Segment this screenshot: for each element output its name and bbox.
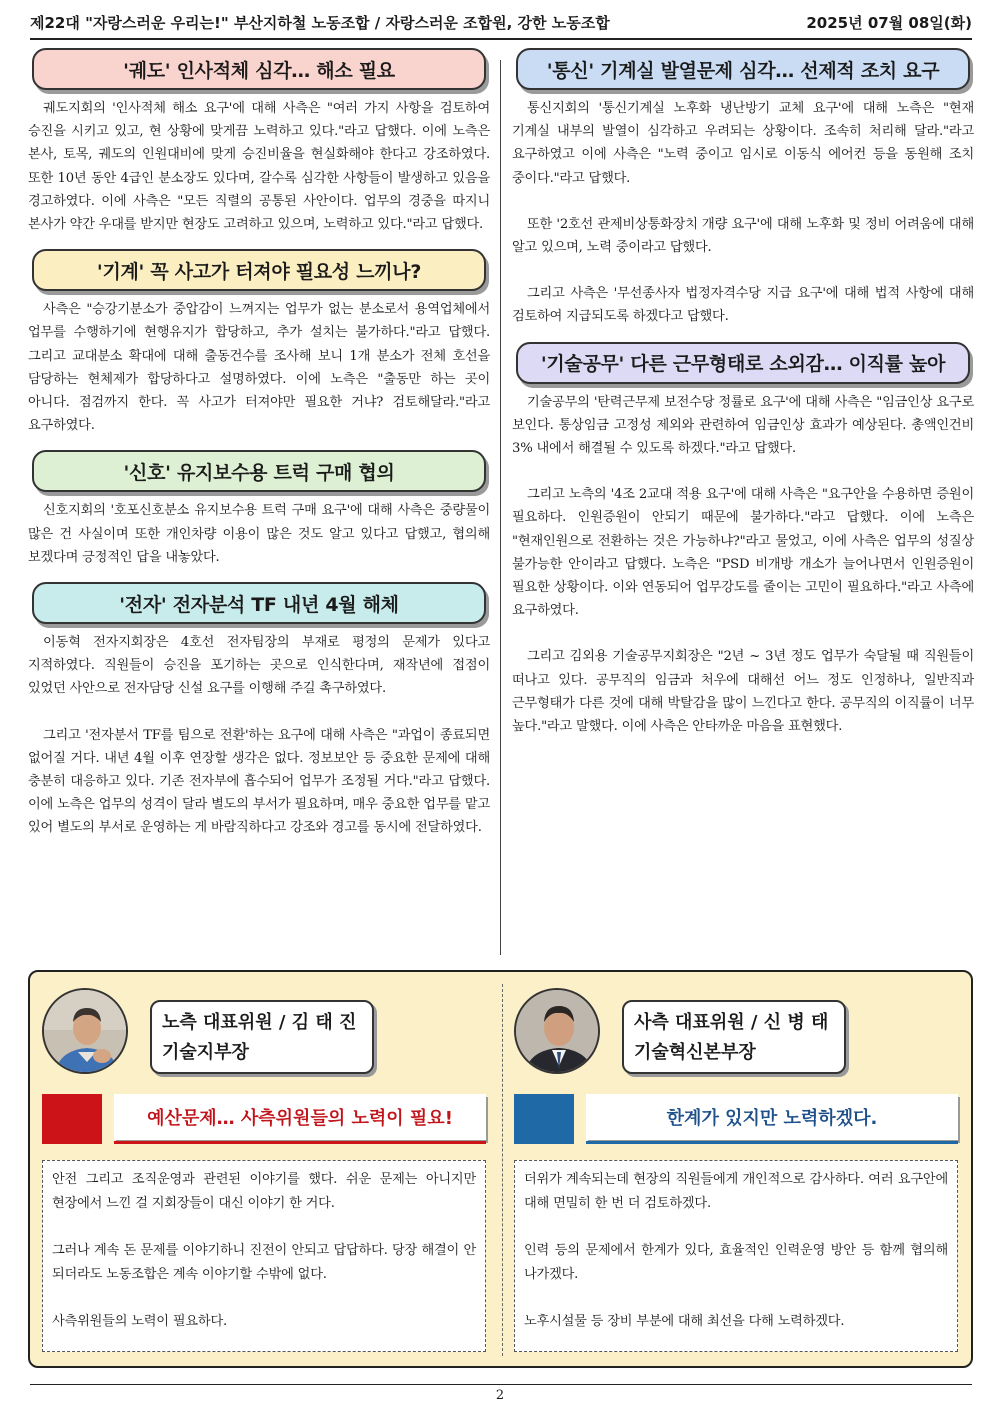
labor-quote-3: 사측위원들의 노력이 필요하다. xyxy=(52,1314,227,1329)
labor-quote-1: 안전 그리고 조직운영과 관련된 이야기를 했다. 쉬운 문제는 아니지만 현장에서 느낀 걸 지회장들이 대신 이야기 한 거다. xyxy=(52,1172,476,1211)
section-title-track: '궤도' 인사적체 심각… 해소 필요 xyxy=(32,48,486,90)
management-rep-position: 기술혁신본부장 xyxy=(634,1042,756,1063)
management-quote-3: 노후시설물 등 장비 부분에 대해 최선을 다해 노력하겠다. xyxy=(524,1314,845,1329)
issue-date: 2025년 07월 08일(화) xyxy=(806,14,972,32)
section-title-tech-works: '기술공무' 다른 근무형태로 소외감… 이직률 높아 xyxy=(516,342,970,384)
right-column xyxy=(512,48,974,738)
left-column xyxy=(28,48,490,840)
page-header xyxy=(30,8,972,40)
section-title-machine: '기계' 꼭 사고가 터져야 필요성 느끼나? xyxy=(32,249,486,291)
management-color-block xyxy=(514,1094,574,1144)
section-title-signal: '신호' 유지보수용 트럭 구매 협의 xyxy=(32,450,486,492)
section-body-electronics-2: 그리고 '전자분서 TF를 팀으로 전환'하는 요구에 대해 사측은 "과업이 종료되면 없어질 거다. 내년 4월 이후 연장할 생각은 없다. 정보보안 등 중요한 문제에 대해 충분히 대응하고 있다. 기존 전자부에 흡수되어 업무가 조정될 거다."라고 답했다. 이에 노측은 업무의 성격이 달라 별도의 부서가 필요하며, 매우 중요한 업무를 맡고 있어 별도의 부서로 운영하는 게 바람직하다고 강조와 경고를 동시에 전달하였다. xyxy=(28,727,490,836)
section-title-electronics: '전자' 전자분석 TF 내년 4월 해체 xyxy=(32,582,486,624)
management-headline-underline xyxy=(586,1141,958,1144)
management-rep-name: 사측 대표위원 / 신 병 태 xyxy=(634,1012,829,1033)
management-rep-namecard xyxy=(622,1000,846,1074)
page-number: 2 xyxy=(495,1388,505,1403)
section-body-signal: 신호지회의 '호포신호분소 유지보수용 트럭 구매 요구'에 대해 사측은 중량물이 많은 건 사실이며 또한 개인차량 이용이 많은 것도 알고 있다고 답했고, 협의해 보겠다며 긍정적인 답을 내놓았다. xyxy=(28,503,490,565)
header-rule xyxy=(30,38,972,40)
labor-headline-banner xyxy=(42,1094,486,1144)
labor-headline-underline xyxy=(114,1141,486,1144)
management-headline: 한계가 있지만 노력하겠다. xyxy=(586,1094,958,1140)
labor-rep-position: 기술지부장 xyxy=(162,1042,249,1063)
management-quote-2: 인력 등의 문제에서 한계가 있다, 효율적인 인력운영 방안 등 함께 협의해 나가겠다. xyxy=(524,1243,948,1282)
labor-rep-namecard xyxy=(150,1000,374,1074)
section-title-telecom: '통신' 기계실 발열문제 심각… 선제적 조치 요구 xyxy=(516,48,970,90)
section-body-electronics-1: 이동혁 전자지회장은 4호선 전자팀장의 부재로 평정의 문제가 있다고 지적하였다. 직원들이 승진을 포기하는 곳으로 인식한다며, 재작년에 접점이 있었던 사안으로 전자담당 신설 요구를 이행해 주길 촉구하였다. xyxy=(28,635,490,697)
management-quote-1: 더위가 계속되는데 현장의 직원들에게 개인적으로 감사하다. 여러 요구안에 대해 면밀히 한 번 더 검토하겠다. xyxy=(524,1172,948,1211)
labor-rep-name: 노측 대표위원 / 김 태 진 xyxy=(162,1012,357,1033)
section-body-track: 궤도지회의 '인사적체 해소 요구'에 대해 사측은 "여러 가지 사항을 검토하여 승진을 시키고 있고, 현 상황에 맞게끔 노력하고 있다."라고 답했다. 이에 노측은 본사, 토목, 궤도의 인원대비에 맞게 승진비율을 현실화해야 한다고 강조하였다. 또한 10년 동안 4급인 분소장도 있다며, 갈수록 심각한 사항들이 발생하고 있음을 경고하였다. 이에 사측은 "모든 직렬의 공통된 사안이다. 업무의 경중을 따지니 본사가 약간 우대를 받지만 현장도 고려하고 있으며, 노력하고 있다."라고 답했다. xyxy=(28,101,490,233)
section-body-tech-works-1: 기술공무의 '탄력근무제 보전수당 정률로 요구'에 대해 사측은 "임금인상 요구로 보인다. 통상임금 고정성 제외와 관련하여 임금인상 효과가 예상된다. 총액인건비 3% 내에서 해결될 수 있도록 하겠다."라고 답했다. xyxy=(512,394,974,457)
newsletter-title: 제22대 "자랑스러운 우리는!" 부산지하철 노동조합 / 자랑스러운 조합원, 강한 노동조합 xyxy=(30,14,610,32)
labor-headline: 예산문제… 사측위원들의 노력이 필요! xyxy=(114,1094,486,1140)
section-body-tech-works-2: 그리고 노측의 '4조 2교대 적용 요구'에 대해 사측은 "요구안을 수용하면 증원이 필요하다. 인원증원이 안되기 때문에 불가하다."라고 답했다. 이에 노측은 "현재인원으로 전환하는 것은 가능하냐?"라고 물었고, 이에 사측은 업무의 성질상 불가능한 안이라고 답했다. 노측은 "PSD 비개방 개소가 늘어나면서 인원증원이 필요한 상황이다. 이와 연동되어 업무강도를 줄이는 고민이 필요하다."라고 사측에 요구하였다. xyxy=(512,487,974,619)
labor-quote-2: 그러나 계속 돈 문제를 이야기하니 진전이 안되고 답답하다. 당장 해결이 안 되더라도 노동조합은 계속 이야기할 수밖에 없다. xyxy=(52,1243,476,1282)
panel-divider xyxy=(502,984,503,1356)
management-headline-banner xyxy=(514,1094,958,1144)
section-body-telecom-1: 통신지회의 '통신기계실 노후화 냉난방기 교체 요구'에 대해 노측은 "현재 기계실 내부의 발열이 심각하고 우려되는 상황이다. 조속히 처리해 달라."라고 요구하였고 이에 사측은 "노력 중이고 임시로 이동식 에어컨 등을 동원해 조치 중이다."라고 답했다. xyxy=(512,101,974,186)
section-body-telecom-2: 또한 '2호선 관제비상통화장치 개량 요구'에 대해 노후화 및 정비 어려움에 대해 알고 있으며, 노력 중이라고 답했다. xyxy=(512,216,974,256)
labor-quote-box xyxy=(42,1160,486,1352)
representatives-panel xyxy=(28,970,973,1368)
management-quote-box xyxy=(514,1160,958,1352)
section-body-telecom-3: 그리고 사측은 '무선종사자 법정자격수당 지급 요구'에 대해 법적 사항에 대해 검토하여 지급되도록 하겠다고 답했다. xyxy=(512,286,974,325)
labor-rep-photo xyxy=(42,988,128,1074)
section-body-tech-works-3: 그리고 김외용 기술공무지회장은 "2년 ~ 3년 정도 업무가 숙달될 때 직원들이 떠나고 있다. 공무직의 임금과 처우에 대해선 어느 정도 인정하나, 일반직과 근무형태가 다른 것에 대해 박탈감을 많이 느낀다고 한다. 공무직의 이직률이 너무 높다."라고 말했다. 이에 사측은 안타까운 마음을 표현했다. xyxy=(512,649,974,735)
footer-rule xyxy=(30,1384,972,1385)
section-body-machine: 사측은 "승강기분소가 중압감이 느껴지는 업무가 없는 분소로서 용역업체에서 업무를 수행하기에 현행유지가 합당하고, 추가 설치는 불가하다."라고 답했다. 그리고 교대분소 확대에 대해 출동건수를 조사해 보니 1개 분소가 전체 호선을 담당하는 현체제가 합당하다고 설명하였다. 이에 노측은 "출동만 하는 곳이 아니다. 점검까지 한다. 꼭 사고가 터져야만 필요한 거냐? 검토해달라."라고 요구하였다. xyxy=(28,302,490,434)
labor-color-block xyxy=(42,1094,102,1144)
column-divider xyxy=(500,60,501,955)
management-rep-photo xyxy=(514,988,600,1074)
